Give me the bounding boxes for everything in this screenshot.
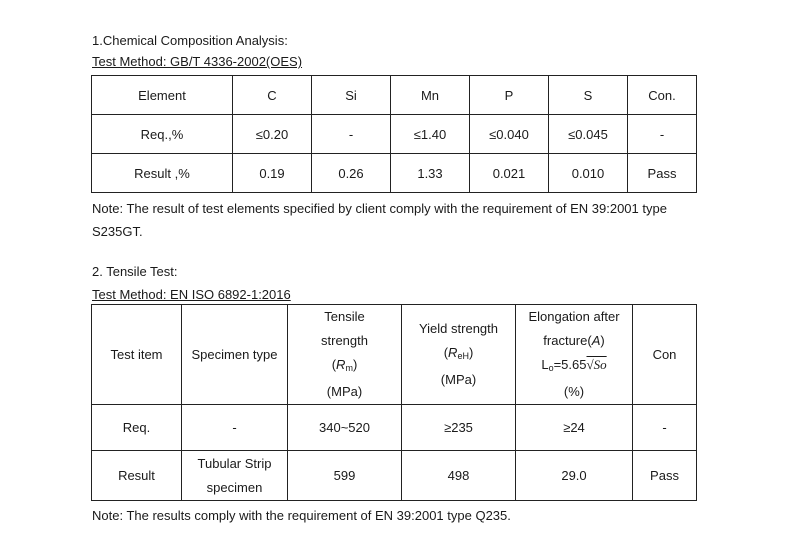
header-cell: Mn: [391, 76, 470, 115]
table-cell: ≤0.040: [470, 115, 549, 154]
table-cell: 1.33: [391, 154, 470, 193]
elongation-line1: Elongation after: [528, 309, 620, 324]
table-row: [92, 451, 697, 501]
tensile-unit: (MPa): [326, 384, 363, 399]
formula-l: L: [541, 357, 549, 372]
table-cell: ≤0.045: [549, 115, 628, 154]
specimen-line1: Tubular Strip: [197, 455, 272, 471]
yield-unit: (MPa): [440, 372, 477, 387]
yield-symbol-sub: eH: [457, 351, 469, 361]
table-cell: Pass: [633, 451, 697, 501]
table-cell: -: [182, 405, 288, 451]
tensile-test-table: [91, 304, 697, 501]
yield-symbol-r: R: [448, 345, 458, 360]
tensile-line1: Tensile: [324, 309, 365, 324]
table-cell: 340~520: [288, 405, 402, 451]
table-cell: -: [633, 405, 697, 451]
table-cell: 0.26: [312, 154, 391, 193]
table-row: [92, 154, 697, 193]
tensile-note: Note: The results comply with the requirement of EN 39:2001 type Q235.: [92, 508, 511, 523]
tensile-line2: strength: [321, 333, 368, 348]
table-cell: 0.19: [233, 154, 312, 193]
table-cell: Req.: [92, 405, 182, 451]
table-cell: 0.010: [549, 154, 628, 193]
tensile-test-heading: 2. Tensile Test:: [92, 264, 178, 279]
table-header-row: [92, 305, 697, 405]
header-yield-strength: [402, 305, 516, 405]
elongation-line2: [516, 329, 632, 353]
table-cell: ≥235: [402, 405, 516, 451]
elongation-symbol: A: [591, 333, 601, 348]
table-cell: Result: [92, 451, 182, 501]
table-cell: ≥24: [516, 405, 633, 451]
chemical-test-method: Test Method: GB/T 4336-2002(OES): [92, 54, 303, 69]
table-cell: 0.021: [470, 154, 549, 193]
table-cell: ≤0.20: [233, 115, 312, 154]
header-cell: Element: [92, 76, 233, 115]
chemical-composition-table: [91, 75, 697, 193]
table-cell: ≤1.40: [391, 115, 470, 154]
formula-sub: o: [548, 363, 554, 373]
formula-mid: =5.65: [553, 357, 587, 372]
elongation-line2-post: ): [600, 333, 605, 348]
header-cell: Con.: [628, 76, 697, 115]
formula-sqrt: √So: [586, 357, 607, 372]
header-tensile-strength: [288, 305, 402, 405]
table-cell: -: [628, 115, 697, 154]
header-test-item: Test item: [92, 305, 182, 405]
specimen-cell: [182, 451, 288, 501]
elongation-unit: (%): [563, 384, 585, 399]
table-header-row: [92, 76, 697, 115]
table-row: [92, 405, 697, 451]
table-cell: 498: [402, 451, 516, 501]
chemical-analysis-heading: 1.Chemical Composition Analysis:: [92, 33, 288, 48]
header-cell: Si: [312, 76, 391, 115]
tensile-symbol-r: R: [336, 357, 346, 372]
header-cell: S: [549, 76, 628, 115]
tensile-test-method: Test Method: EN ISO 6892-1:2016: [92, 287, 291, 302]
header-cell: C: [233, 76, 312, 115]
table-cell: Result ,%: [92, 154, 233, 193]
tensile-symbol: $(R_m)$: [331, 357, 358, 373]
table-cell: 599: [288, 451, 402, 501]
table-cell: 29.0: [516, 451, 633, 501]
yield-line1: Yield strength: [418, 321, 498, 336]
chemical-note-line1: Note: The result of test elements specified by client comply with the requirement of EN 39:2001 type: [92, 201, 667, 216]
elongation-line2-pre: fracture(: [543, 333, 592, 348]
table-cell: Req.,%: [92, 115, 233, 154]
specimen-line2: specimen: [206, 479, 263, 495]
table-cell: Pass: [628, 154, 697, 193]
yield-symbol: $(R_{eH})$: [443, 345, 474, 361]
elongation-formula: [516, 353, 632, 380]
table-cell: -: [312, 115, 391, 154]
tensile-symbol-sub: m: [345, 363, 353, 373]
table-row: [92, 115, 697, 154]
header-con: Con: [633, 305, 697, 405]
header-elongation: [516, 305, 633, 405]
chemical-note-line2: S235GT.: [92, 224, 143, 239]
header-cell: P: [470, 76, 549, 115]
header-specimen-type: Specimen type: [182, 305, 288, 405]
